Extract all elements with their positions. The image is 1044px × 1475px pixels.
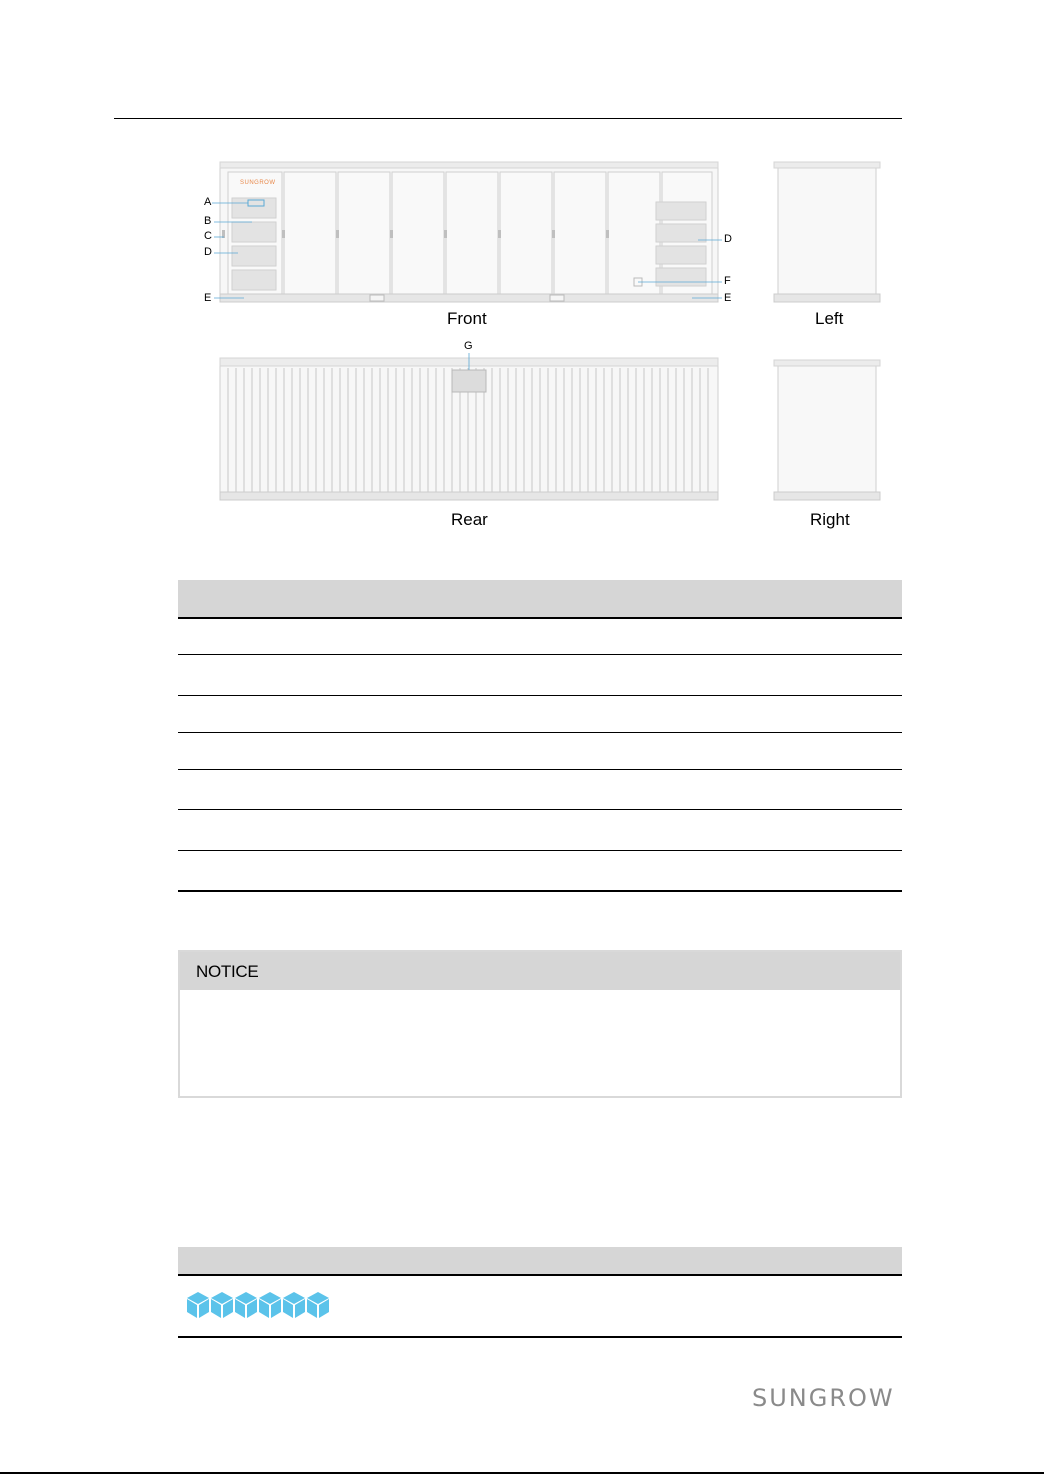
table-rule <box>178 617 902 619</box>
view-label-front: Front <box>447 309 487 328</box>
table-rule <box>178 850 902 851</box>
view-label-right: Right <box>810 510 850 529</box>
callout-e-right: E <box>724 292 732 304</box>
component-table-header <box>178 580 902 617</box>
view-label-rear: Rear <box>451 510 488 529</box>
table-rule <box>178 732 902 733</box>
table-rule <box>178 654 902 655</box>
table-rule <box>178 695 902 696</box>
left-view <box>774 162 880 302</box>
cube-icon <box>211 1292 233 1318</box>
container-views-drawing <box>198 160 884 540</box>
sungrow-logo: SUNGROW <box>752 1384 895 1412</box>
view-label-left: Left <box>815 309 844 328</box>
notice-header <box>180 952 900 990</box>
footer-rule <box>0 1472 1044 1474</box>
notice-box <box>178 950 902 1098</box>
callout-b: B <box>204 215 212 227</box>
cube-icon <box>187 1292 209 1318</box>
rear-view <box>220 353 718 500</box>
right-view <box>774 360 880 500</box>
callout-g: G <box>464 340 473 352</box>
cube-icon <box>283 1292 305 1318</box>
table-rule <box>178 809 902 810</box>
symbol-table-header <box>178 1247 902 1274</box>
cube-icons <box>184 1290 334 1320</box>
container-views-figure <box>198 160 884 540</box>
cube-icon <box>307 1292 329 1318</box>
table-rule <box>178 1336 902 1338</box>
table-rule <box>178 769 902 770</box>
front-logo: SUNGROW <box>240 180 276 186</box>
callout-d-left: D <box>204 246 212 258</box>
cube-icon <box>259 1292 281 1318</box>
notice-title: NOTICE <box>196 962 259 981</box>
callout-e-left: E <box>204 292 212 304</box>
callout-d-right: D <box>724 233 732 245</box>
table-rule <box>178 890 902 892</box>
callout-f: F <box>724 275 731 287</box>
header-rule <box>114 118 902 119</box>
front-view <box>212 162 722 302</box>
callout-a: A <box>204 196 212 208</box>
cube-icon <box>235 1292 257 1318</box>
table-rule <box>178 1274 902 1276</box>
callout-c: C <box>204 230 212 242</box>
